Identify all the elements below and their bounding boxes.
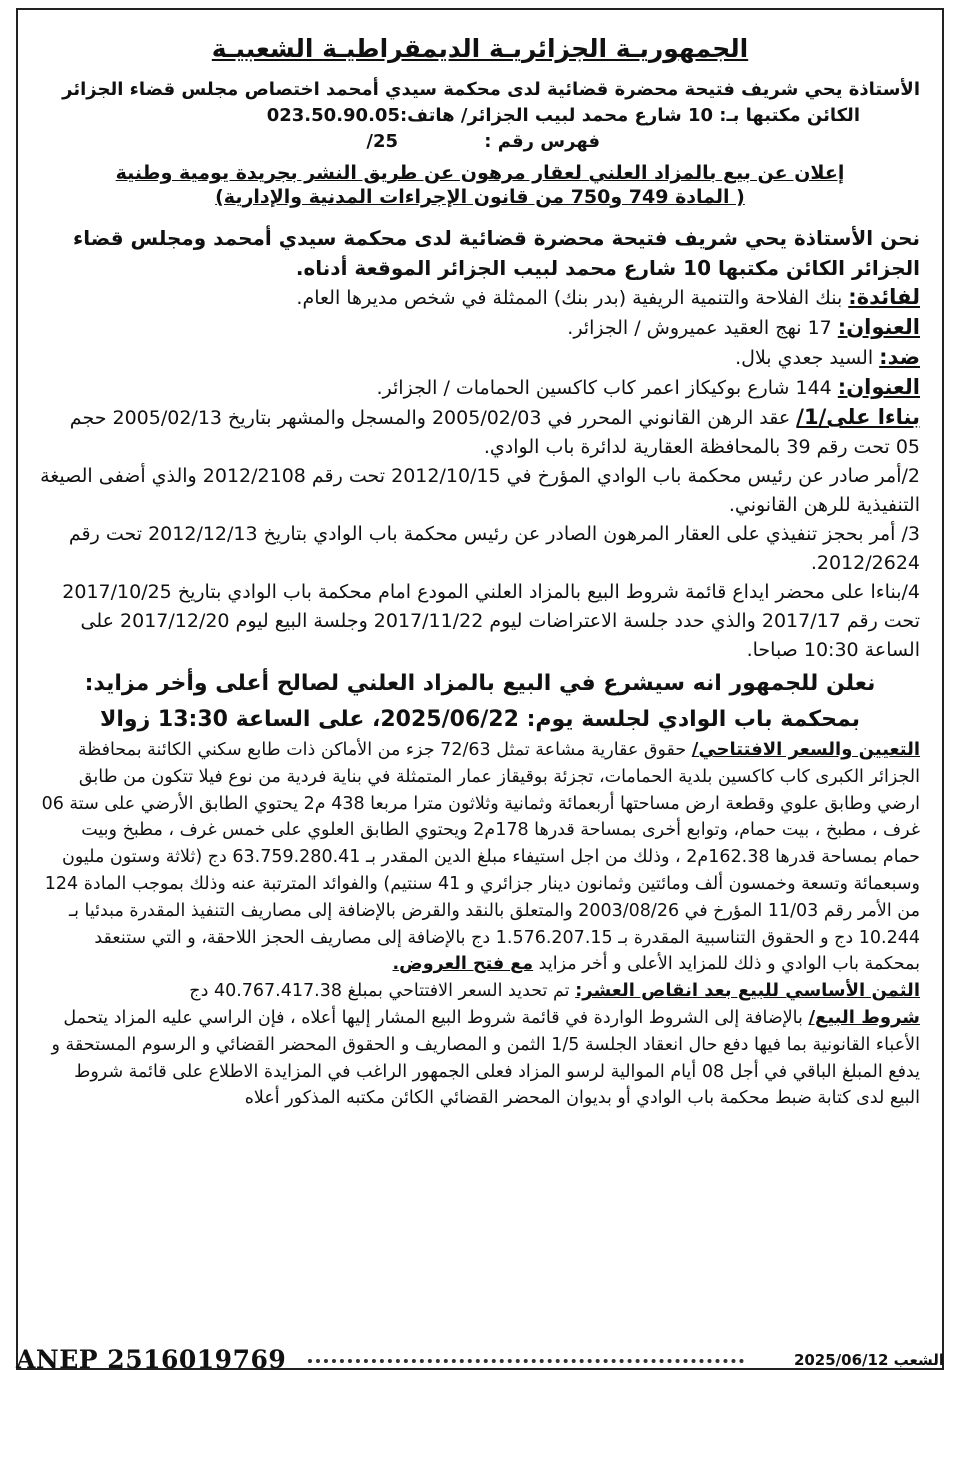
address1-label: العنوان: (837, 315, 920, 339)
basis-3: 3/ أمر بحجز تنفيذي على العقار المرهون الصادر عن رئيس محكمة باب الوادي بتاريخ 2012/12/13 تحت رقم 2012/2624. (68, 523, 920, 574)
debtor-address (40, 373, 920, 403)
index-label: فهرس رقم : (484, 131, 600, 152)
beneficiary-label: لفائدة: (848, 285, 920, 309)
basis-1 (40, 403, 920, 462)
anep-reference: ANEP 2516019769 (16, 1345, 287, 1374)
footer (16, 1345, 944, 1375)
sale-conditions (40, 1005, 920, 1112)
announcement-frame (16, 8, 944, 1370)
newspaper-date: الشعب 2025/06/12 (793, 1351, 944, 1369)
address2-label: العنوان: (837, 375, 920, 399)
public-notice: نعلن للجمهور انه سيشرع في البيع بالمزاد العلني لصالح أعلى وأخر مزايد: (84, 671, 876, 696)
basis-1-text: عقد الرهن القانوني المحرر في 2005/02/03 والمسجل والمشهر بتاريخ 2005/02/13 حجم 05 تحت رقم 39 بالمحافظة العقارية لدائرة باب الوادي. (69, 407, 920, 458)
basis-2: 2/أمر صادر عن رئيس محكمة باب الوادي المؤرخ في 2012/10/15 تحت رقم 2012/2108 والذي أضفى الصيغة التنفيذية للرهن القانوني. (40, 465, 920, 516)
address-line: الكائن مكتبها بـ: 10 شارع محمد لبيب الجزائر/ هاتف:023.50.90.05 (266, 105, 860, 126)
conditions-text: بالإضافة إلى الشروط الواردة في قائمة شروط البيع المشار إليها أعلاه ، فإن الراسي عليه المزاد يتحمل الأعباء القانونية بما فيها دفع حال انعقاد الجلسة 1/5 الثمن و المصاريف و الحقوق المحضر القضائي و الرسوم المستحقة و يدفع المبلغ الباقي في أجل 08 أيام الموالية لرسو المزاد فعلى الجمهور الراغب في المزايدة الاطلاع على قائمة شروط البيع لدى كتابة ضبط محكمة باب الوادي أو بديوان المحضر القضائي الكائن مكتبه المذكور أعلاه (51, 1007, 920, 1109)
dotted-divider (308, 1359, 744, 1363)
designation-label: التعيين والسعر الافتتاحي/ (691, 739, 920, 760)
beneficiary-address (40, 313, 920, 343)
announcement-title (40, 161, 920, 209)
base-price-label: الثمن الأساسي للبيع بعد انقاص العشر: (575, 980, 920, 1002)
index-reference (40, 129, 920, 155)
auction-session: بمحكمة باب الوادي لجلسة يوم: 2025/06/22، على الساعة 13:30 زوالا (100, 707, 860, 732)
base-price (40, 978, 920, 1005)
office-line: الأستاذة يحي شريف فتيحة محضرة قضائية لدى محكمة سيدي أمحمد اختصاص مجلس قضاء الجزائر (62, 79, 920, 100)
base-price-text: تم تحديد السعر الافتتاحي بمبلغ 40.767.417.38 دج (189, 981, 570, 1002)
bailiff-intro: نحن الأستاذة يحي شريف فتيحة محضرة قضائية لدى محكمة سيدي أمحمد ومجلس قضاء الجزائر الكائن مكتبها 10 شارع محمد لبيب الجزائر الموقعة أدناه. (73, 226, 920, 280)
republic-title: الجمهوريـة الجزائريـة الديمقراطيـة الشعبيـة (211, 34, 749, 63)
against (40, 343, 920, 373)
announcement-body (18, 10, 942, 1112)
address2-text: 144 شارع بوكيكاز اعمر كاب كاكسين الحمامات / الجزائر. (376, 377, 832, 399)
address1-text: 17 نهج العقيد عميروش / الجزائر. (567, 317, 832, 339)
against-label: ضد: (879, 345, 920, 369)
announcement-articles: ( المادة 749 و750 من قانون الإجراءات المدنية والإدارية) (215, 186, 745, 208)
conditions-label: شروط البيع/ (808, 1006, 920, 1028)
beneficiary-text: بنك الفلاحة والتنمية الريفية (بدر بنك) الممثلة في شخص مديرها العام. (296, 287, 843, 309)
designation-text: حقوق عقارية مشاعة تمثل 72/63 جزء من الأماكن ذات طابع سكني الكائنة بمحافظة الجزائر الكبرى كاب كاكسين بلدية الحمامات، تجزئة بوقيقاز عمار المتمثلة في بناية فردية من نوع فيلا تتكون من طابق ارضي وطابق علوي وقطعة ارض مساحتها أربعمائة وثمانية وثلاثون مترا مربعا 438 م2 يحتوي الطابق الأرضي على ستة 06 غرف ، مطبخ ، بيت حمام، وتوابع أخرى بمساحة قدرها 178م2 ويحتوي الطابق العلوي على خمس غرف ، مطبخ وبيت حمام بمساحة قدرها 162.38م2 ، وذلك من اجل استيفاء مبلغ الدين المقدر بـ 63.759.280.41 دج (ثلاثة وستون مليون وسبعمائة وتسعة وخمسون ألف ومائتين وثمانون دينار جزائري و 41 سنتيم) والفوائد المترتبة عنه وذلك بموجب المادة 124 من الأمر رقم 11/03 المؤرخ في 2003/08/26 والمتعلق بالنقد والقرض بالإضافة إلى مصاريف التنفيذ المقدرة مبدئيا بـ 10.244 دج و الحقوق التناسبية المقدرة بـ 1.576.207.15 دج بالإضافة إلى مصاريف الحجز اللاحقة، و التي ستنعقد بمحكمة باب الوادي و ذلك للمزايد الأعلى و أخر مزايد (41, 740, 920, 975)
index-value: 25/ (366, 131, 399, 152)
beneficiary (40, 283, 920, 313)
designation (40, 737, 920, 978)
basis-label: بناءا على/1/ (796, 405, 920, 429)
announcement-title-text: إعلان عن بيع بالمزاد العلني لعقار مرهون عن طريق النشر بجريدة يومية وطنية (115, 162, 845, 184)
basis-4: 4/بناءا على محضر ايداع قائمة شروط البيع بالمزاد العلني المودع امام محكمة باب الوادي بتاريخ 2017/10/25 تحت رقم 2017/17 والذي حدد جلسة الاعتراضات ليوم 2017/11/22 وجلسة البيع ليوم 2017/12/20 على الساعة 10:30 صباحا. (62, 581, 920, 661)
against-text: السيد جعدي بلال. (735, 347, 874, 369)
designation-tail: مع فتح العروض. (392, 954, 534, 975)
